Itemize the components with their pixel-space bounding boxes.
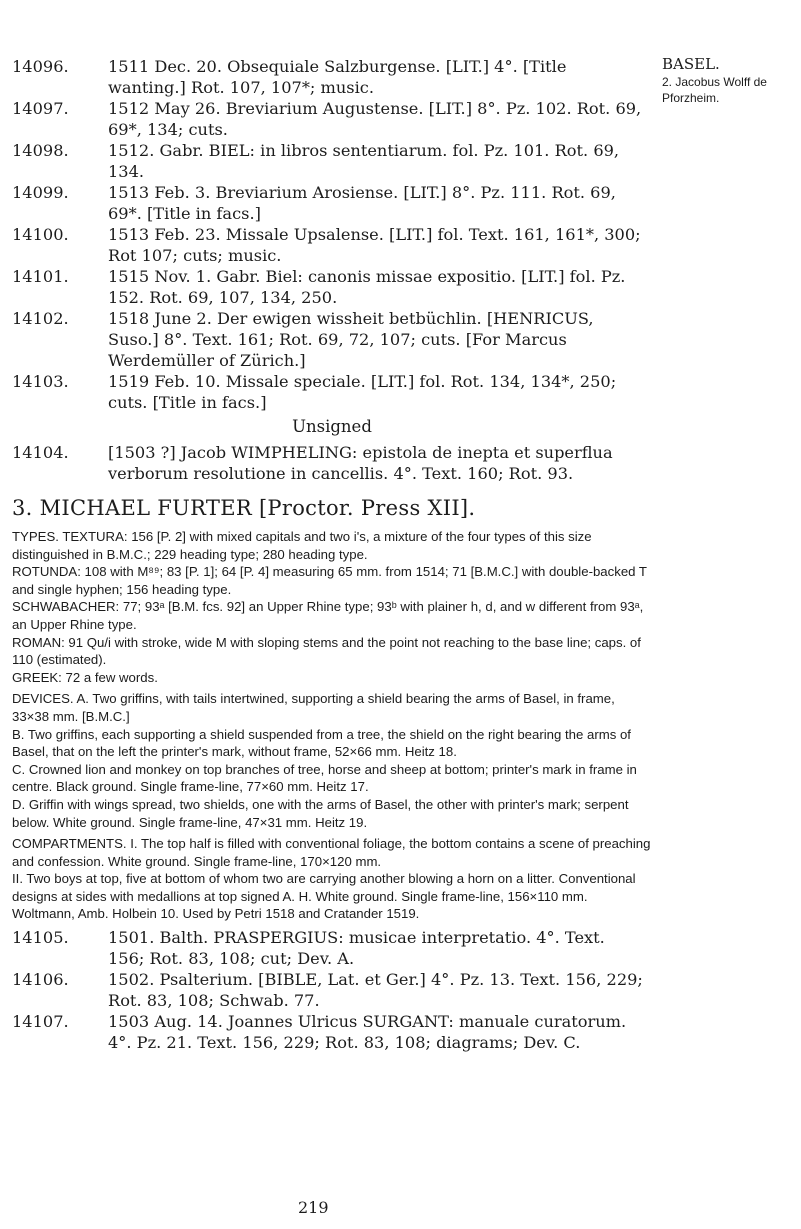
compartments-paragraph: II. Two boys at top, five at bottom of whom two are carrying another blowing a horn on a litter. Conventional designs at sides with medallions at top signed A. H. White ground. Single frame-line, 156×110 mm. Woltmann, Amb. Holbein 10. Used by Petri 1518 and Cratander 1519. [12,871,636,922]
entry-text: 1519 Feb. 10. Missale speciale. [LIT.] fol. Rot. 134, 134*, 250; cuts. [Title in facs.] [108,372,617,412]
marginal-printer: 2. Jacobus Wolff de Pforzheim. [662,75,767,105]
catalogue-entry [12,140,643,182]
unsigned-heading: Unsigned [292,417,372,436]
page-number: 219 [298,1198,329,1217]
catalogue-page [12,56,792,1053]
entry-number: 14097. [12,99,69,118]
entry-text: 1513 Feb. 23. Missale Upsalense. [LIT.] fol. Text. 161, 161*, 300; Rot 107; cuts; music. [108,225,641,265]
catalogue-entry [12,182,643,224]
entry-number: 14105. [12,928,69,948]
types-block [12,528,652,923]
entry-text: 1511 Dec. 20. Obsequiale Salzburgense. [LIT.] 4°. [Title wanting.] Rot. 107, 107*; music. [108,57,567,97]
entry-text: 1501. Balth. PRASPERGIUS: musicae interpretatio. 4°. Text. 156; Rot. 83, 108; cut; Dev. A. [108,928,605,969]
devices-paragraph: C. Crowned lion and monkey on top branches of tree, horse and sheep at bottom; printer's mark in frame in centre. Black ground. Single frame-line, 77×60 mm. Heitz 17. [12,761,637,795]
catalogue-entry [12,308,643,371]
entry-number: 14099. [12,183,69,202]
compartments-paragraph: COMPARTMENTS. I. The top half is filled with conventional foliage, the bottom contains a scene of preaching and confession. White ground. Single frame-line, 170×120 mm. [12,836,651,869]
entry-number: 14098. [12,141,69,160]
entry-number: 14102. [12,309,69,328]
devices-paragraph: D. Griffin with wings spread, two shields, one with the arms of Basel, the other with printer's mark; serpent below. White ground. Single frame-line, 47×31 mm. Heitz 19. [12,796,629,830]
types-paragraph: ROTUNDA: 108 with M⁸⁹; 83 [P. 1]; 64 [P. 4] measuring 65 mm. from 1514; 71 [B.M.C.] with double-backed T and single hyphen; 156 heading type. [12,564,647,597]
section-heading: 3. MICHAEL FURTER [Proctor. Press XII]. [12,496,476,520]
entry-text: 1503 Aug. 14. Joannes Ulricus SURGANT: manuale curatorum. 4°. Pz. 21. Text. 156, 229; Rot. 83, 108; diagrams; Dev. C. [108,1012,627,1053]
entry-number: 14106. [12,970,69,990]
catalogue-entry [12,266,643,308]
entry-number: 14100. [12,225,69,244]
entry-number: 14103. [12,372,69,391]
devices-paragraph: DEVICES. A. Two griffins, with tails intertwined, supporting a shield bearing the arms of Basel, in frame, 33×38 mm. [B.M.C.] [12,691,615,724]
devices-paragraph: B. Two griffins, each supporting a shield suspended from a tree, the shield on the right bearing the arms of Basel, that on the left the printer's mark, without frame, 52×66 mm. Heitz 18. [12,726,631,760]
entry-text: 1515 Nov. 1. Gabr. Biel: canonis missae expositio. [LIT.] fol. Pz. 152. Rot. 69, 107, 134, 250. [108,267,626,307]
entry-text: 1502. Psalterium. [BIBLE, Lat. et Ger.] 4°. Pz. 13. Text. 156, 229; Rot. 83, 108; Schwab. 77. [108,970,643,1011]
types-paragraph: SCHWABACHER: 77; 93ᵃ [B.M. fcs. 92] an Upper Rhine type; 93ᵇ with plainer h, d, and w different from 93ᵃ, an Upper Rhine type. [12,599,644,632]
entry-text: [1503 ?] Jacob WIMPHELING: epistola de inepta et superflua verborum resolutione in cancellis. 4°. Text. 160; Rot. 93. [108,443,613,483]
catalogue-entry [12,927,643,969]
entries-bottom [12,927,792,1053]
entry-text: 1513 Feb. 3. Breviarium Arosiense. [LIT.] 8°. Pz. 111. Rot. 69, 69*. [Title in facs.] [108,183,616,223]
types-paragraph: TYPES. TEXTURA: 156 [P. 2] with mixed capitals and two i's, a mixture of the four types of this size distinguished in B.M.C.; 229 heading type; 280 heading type. [12,529,592,562]
entry-number: 14104. [12,443,69,462]
catalogue-entry [12,371,643,413]
entry-number: 14096. [12,57,69,76]
catalogue-entry [12,56,643,98]
marginal-place: BASEL. [662,55,720,73]
entry-text: 1512. Gabr. BIEL: in libros sententiarum. fol. Pz. 101. Rot. 69, 134. [108,141,620,181]
catalogue-entry [12,442,643,484]
types-paragraph: GREEK: 72 a few words. [12,669,158,685]
catalogue-entry [12,224,643,266]
types-paragraph: ROMAN: 91 Qu/i with stroke, wide M with sloping stems and the point not reaching to the base line; caps. of 110 (estimated). [12,634,641,668]
entry-text: 1512 May 26. Breviarium Augustense. [LIT.] 8°. Pz. 102. Rot. 69, 69*, 134; cuts. [108,99,642,139]
entry-number: 14101. [12,267,69,286]
catalogue-entry [12,1011,643,1053]
entry-number: 14107. [12,1012,69,1032]
entries-top [12,56,792,413]
entry-text: 1518 June 2. Der ewigen wissheit betbüchlin. [HENRICUS, Suso.] 8°. Text. 161; Rot. 69, 72, 107; cuts. [For Marcus Werdemüller of Zürich.] [108,309,594,370]
marginal-note [662,56,801,106]
catalogue-entry [12,969,643,1011]
catalogue-entry [12,98,643,140]
